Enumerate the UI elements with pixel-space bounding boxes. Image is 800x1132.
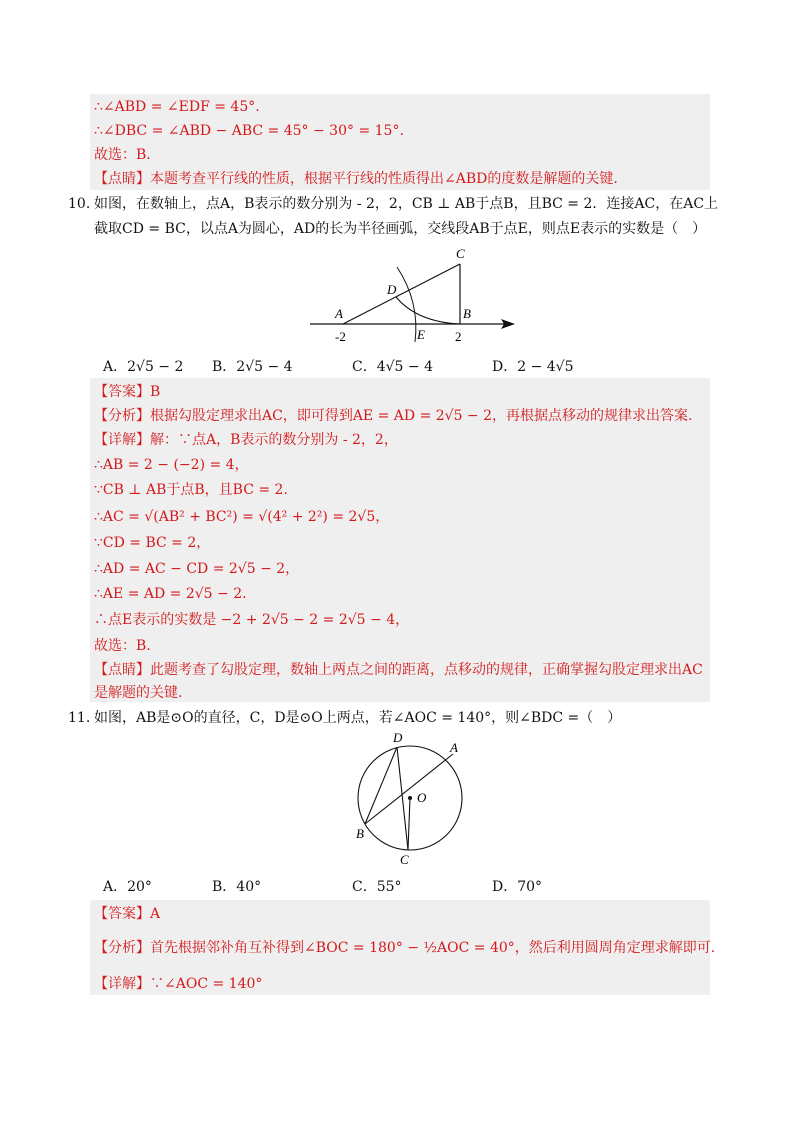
q10-option-c: C．4√5 − 4 (352, 359, 433, 375)
q11-option-b: B．40° (212, 879, 262, 895)
q11-option-c: C．55° (352, 879, 402, 895)
q9-dianjing: 【点睛】本题考查平行线的性质，根据平行线的性质得出∠ABD的度数是解题的关键. (94, 171, 618, 187)
label-o: O (417, 790, 427, 805)
q11-stem: 如图，AB是⊙O的直径，C，D是⊙O上两点，若∠AOC = 140°，则∠BDC =（ ） (94, 710, 622, 726)
arc-cd (396, 297, 460, 324)
q10-option-d: D．2 − 4√5 (492, 359, 574, 375)
q11-figure (350, 728, 480, 868)
q10-detail-6: ∴AD = AC − CD = 2√5 − 2， (94, 561, 300, 577)
q10-figure (305, 242, 525, 352)
q10-number: 10. (68, 196, 91, 212)
label-b: B (356, 826, 364, 841)
label-a: A (450, 740, 458, 755)
q10-detail-4: ∴AC = √(AB² + BC²) = √(4² + 2²) = 2√5， (94, 509, 390, 525)
label-e: E (417, 327, 425, 342)
q9-line-1: ∴∠ABD = ∠EDF = 45°. (94, 99, 260, 115)
label-d: D (393, 730, 403, 745)
q9-line-2: ∴∠DBC = ∠ABD − ABC = 45° − 30° = 15°. (94, 123, 404, 139)
radius-oc (408, 798, 410, 850)
label-c: C (400, 852, 409, 867)
segment-ac (343, 264, 460, 324)
q10-dianjing-1: 【点睛】此题考查了勾股定理，数轴上两点之间的距离，点移动的规律，正确掌握勾股定理求出AC (94, 662, 703, 678)
q10-answer: 【答案】B (94, 384, 161, 400)
chord-dc (397, 747, 408, 850)
q10-stem-line-1: 如图，在数轴上，点A，B表示的数分别为 - 2，2，CB ⊥ AB于点B，且BC = 2．连接AC，在AC上 (94, 196, 719, 212)
label-neg2: -2 (335, 329, 346, 344)
arc-de (397, 267, 416, 342)
q10-detail-1: 【详解】解：∵点A，B表示的数分别为 - 2，2， (94, 432, 398, 448)
q10-dianjing-2: 是解题的关键. (94, 685, 183, 701)
q11-answer: 【答案】A (94, 906, 161, 922)
label-c: C (456, 246, 465, 261)
q11-analysis: 【分析】首先根据邻补角互补得到∠BOC = 180° − ½AOC = 40°，然后利用圆周角定理求解即可. (94, 940, 716, 956)
q11-number: 11. (68, 710, 91, 726)
q10-stem-line-2: 截取CD = BC，以点A为圆心，AD的长为半径画弧，交线段AB于点E，则点E表示的实数是（ ） (94, 221, 707, 237)
q9-choice: 故选：B. (94, 147, 151, 163)
q10-detail-8: ∴点E表示的实数是 −2 + 2√5 − 2 = 2√5 − 4， (94, 612, 410, 628)
q10-detail-2: ∴AB = 2 − (−2) = 4， (94, 457, 249, 473)
q10-analysis: 【分析】根据勾股定理求出AC，即可得到AE = AD = 2√5 − 2，再根据点移动的规律求出答案. (94, 408, 693, 424)
label-b: B (463, 306, 471, 321)
center-point (408, 796, 412, 800)
q10-detail-3: ∵CB ⊥ AB于点B，且BC = 2. (94, 482, 288, 498)
q10-detail-7: ∴AE = AD = 2√5 − 2. (94, 586, 247, 602)
q10-option-b: B．2√5 − 4 (212, 359, 293, 375)
label-a: A (335, 306, 343, 321)
q10-option-a: A．2√5 − 2 (103, 359, 184, 375)
q11-option-a: A．20° (103, 879, 152, 895)
q10-choice: 故选：B. (94, 638, 151, 654)
chord-db (365, 747, 397, 824)
label-d: D (387, 282, 397, 297)
q11-detail-1: 【详解】∵∠AOC = 140° (94, 976, 263, 992)
q11-option-d: D．70° (492, 879, 543, 895)
q10-detail-5: ∵CD = BC = 2， (94, 535, 211, 551)
label-pos2: 2 (455, 329, 462, 344)
